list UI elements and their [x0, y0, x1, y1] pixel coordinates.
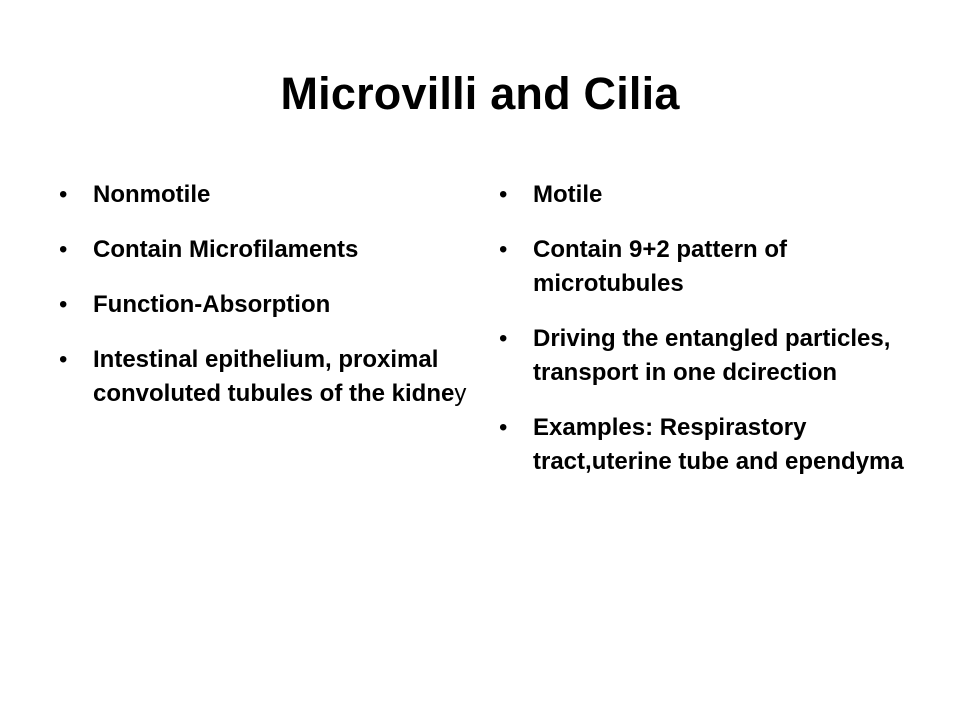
slide-title: Microvilli and Cilia	[280, 68, 680, 119]
bullet-text: Contain Microfilaments	[93, 236, 359, 263]
left-bullet-list	[57, 178, 467, 432]
list-item	[497, 233, 907, 301]
list-item	[497, 322, 907, 390]
bullet-icon: •	[499, 414, 508, 441]
list-item	[57, 233, 467, 267]
bullet-icon: •	[59, 181, 68, 208]
bullet-icon: •	[499, 181, 508, 208]
right-bullet-list	[497, 178, 907, 500]
bullet-icon: •	[59, 346, 68, 373]
list-item	[57, 343, 467, 411]
list-item	[57, 178, 467, 212]
bullet-text: Examples: Respirastory tract,uterine tube and ependyma	[533, 414, 904, 475]
list-item	[497, 178, 907, 212]
bullet-icon: •	[499, 325, 508, 352]
bullet-text: Function-Absorption	[93, 291, 331, 318]
bullet-text: Motile	[533, 181, 603, 208]
bullet-icon: •	[59, 291, 68, 318]
bullet-text: Nonmotile	[93, 181, 211, 208]
bullet-icon: •	[499, 236, 508, 263]
bullet-text: Intestinal epithelium, proximal convoluted tubules of the kidne	[93, 346, 455, 407]
list-item	[57, 288, 467, 322]
bullet-text-tail: y	[454, 380, 467, 407]
bullet-text: Driving the entangled particles, transport in one dcirection	[533, 325, 891, 386]
bullet-icon: •	[59, 236, 68, 263]
bullet-text: Contain 9+2 pattern of microtubules	[533, 236, 788, 297]
list-item	[497, 411, 907, 479]
